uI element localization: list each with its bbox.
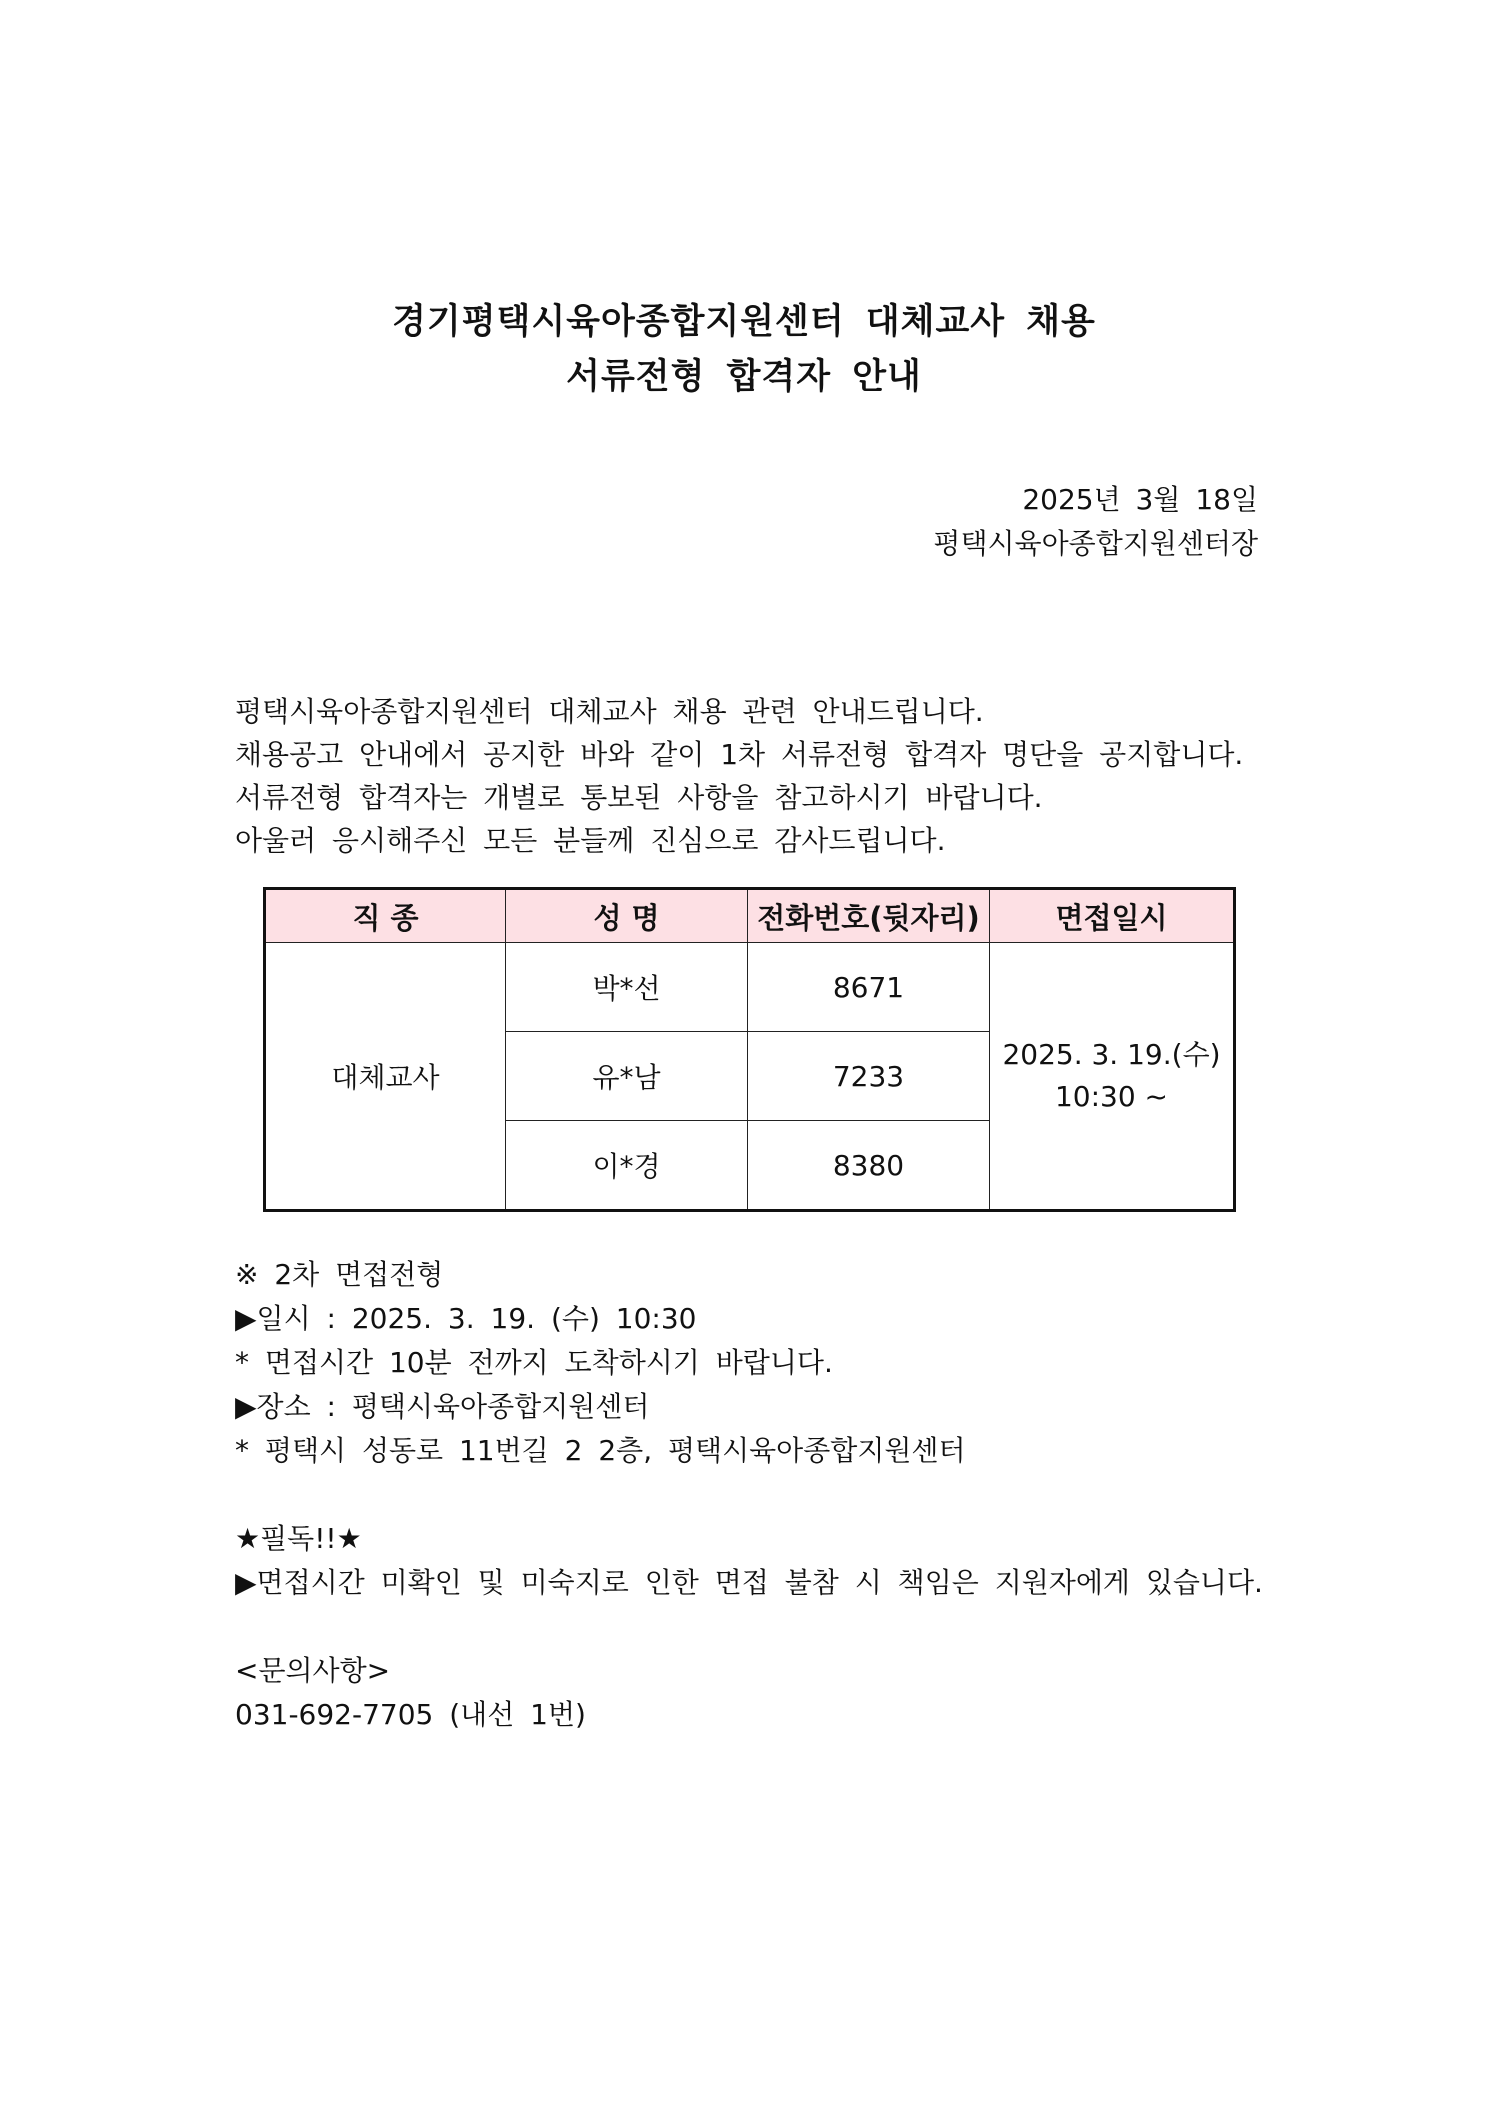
header-phone: 전화번호(뒷자리) bbox=[748, 889, 990, 943]
applicant-name: 유*남 bbox=[506, 1032, 748, 1121]
interview-section-heading: ※ 2차 면접전형 bbox=[235, 1258, 444, 1291]
header-job-type: 직 종 bbox=[265, 889, 506, 943]
document-title-line1: 경기평택시육아종합지원센터 대체교사 채용 bbox=[392, 302, 1096, 342]
interview-date: 2025. 3. 19.(수) bbox=[1002, 1038, 1221, 1071]
document-title-line2: 서류전형 합격자 안내 bbox=[566, 357, 922, 397]
applicant-table bbox=[263, 887, 1236, 1212]
interview-time: 10:30 ~ bbox=[1054, 1080, 1169, 1113]
intro-line-3: 서류전형 합격자는 개별로 통보된 사항을 참고하시기 바랍니다. bbox=[235, 781, 1043, 814]
header-name: 성 명 bbox=[506, 889, 748, 943]
header-interview-datetime: 면접일시 bbox=[990, 889, 1235, 943]
applicant-name: 박*선 bbox=[506, 943, 748, 1032]
intro-line-2: 채용공고 안내에서 공지한 바와 같이 1차 서류전형 합격자 명단을 공지합니다. bbox=[235, 738, 1244, 771]
contact-phone: 031-692-7705 (내선 1번) bbox=[235, 1698, 586, 1731]
address-line: * 평택시 성동로 11번길 2 2층, 평택시육아종합지원센터 bbox=[235, 1434, 966, 1467]
intro-line-1: 평택시육아종합지원센터 대체교사 채용 관련 안내드립니다. bbox=[235, 695, 984, 728]
intro-line-4: 아울러 응시해주신 모든 분들께 진심으로 감사드립니다. bbox=[235, 824, 946, 857]
contact-heading: <문의사항> bbox=[235, 1654, 391, 1687]
applicant-name: 이*경 bbox=[506, 1121, 748, 1211]
must-read-text: ▶면접시간 미확인 및 미숙지로 인한 면접 불참 시 책임은 지원자에게 있습니다. bbox=[235, 1566, 1263, 1599]
applicant-phone: 8380 bbox=[748, 1121, 990, 1211]
interview-datetime-line: ▶일시 : 2025. 3. 19. (수) 10:30 bbox=[235, 1302, 697, 1335]
issuer-name: 평택시육아종합지원센터장 bbox=[933, 527, 1258, 560]
applicant-phone: 7233 bbox=[748, 1032, 990, 1121]
must-read-heading: ★필독!!★ bbox=[235, 1522, 362, 1555]
issue-date: 2025년 3월 18일 bbox=[1022, 483, 1258, 516]
interview-datetime-cell bbox=[990, 943, 1235, 1211]
job-type-cell: 대체교사 bbox=[265, 943, 506, 1211]
interview-place-line: ▶장소 : 평택시육아종합지원센터 bbox=[235, 1390, 650, 1423]
table-header-row bbox=[265, 889, 1235, 943]
table-row bbox=[265, 943, 1235, 1032]
applicant-phone: 8671 bbox=[748, 943, 990, 1032]
arrival-notice-line: * 면접시간 10분 전까지 도착하시기 바랍니다. bbox=[235, 1346, 833, 1379]
